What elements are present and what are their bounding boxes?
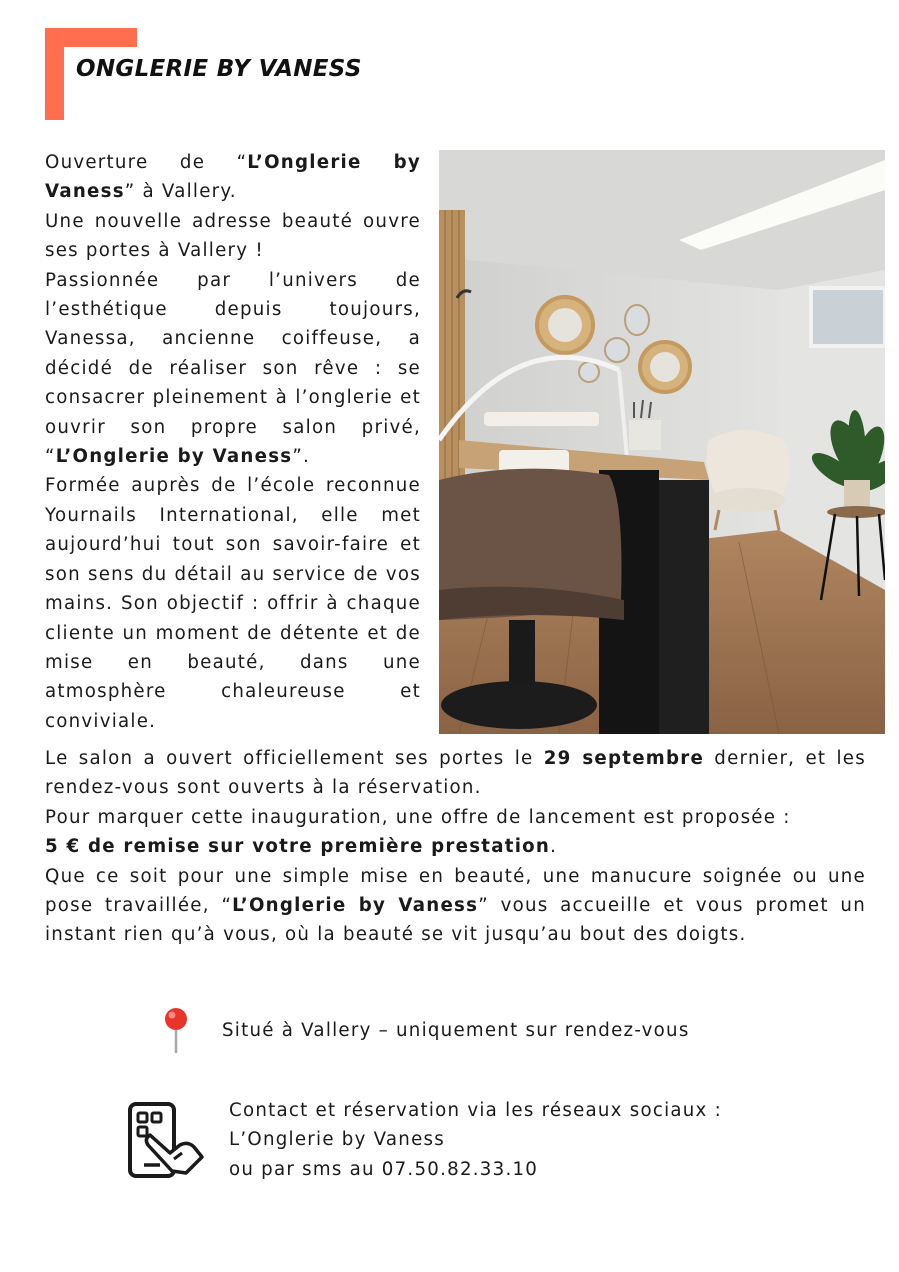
intro-paragraph-story: Passionnée par l’univers de l’esthétique depuis toujours, Vanessa, ancienne coiffeuse, a décidé de réaliser son rêve : se consacrer pleinement à l’onglerie et ouvrir son propre salon privé, “L’Onglerie by Vaness”. [45,269,421,468]
accent-bar-left [45,28,64,120]
contact-line-social: Contact et réservation via les réseaux sociaux : [229,1100,722,1121]
launch-offer: 5 € de remise sur votre première prestation [45,836,551,858]
location-text: Situé à Vallery – uniquement sur rendez-vous [222,1020,690,1041]
main-text [45,744,866,950]
body-paragraph-closing: Que ce soit pour une simple mise en beauté, une manucure soignée ou une pose travaillée, “L’Onglerie by Vaness” vous accueille et vous promet un instant rien qu’à vous, où la beauté se vit jusqu’au bout des doigts. [45,865,866,946]
smartphone-touch-icon [126,1101,206,1179]
intro-paragraph-address: Une nouvelle adresse beauté ouvre ses portes à Vallery ! [45,210,421,262]
body-paragraph-offer: 5 € de remise sur votre première prestation. [45,836,558,858]
contact-block [229,1096,722,1184]
intro-paragraph-training: Formée auprès de l’école reconnue Yournails International, elle met aujourd’hui tout son savoir-faire et son sens du détail au service de vos mains. Son objectif : offrir à chaque cliente un moment de détente et de mise en beauté, dans une atmosphère chaleureuse et conviviale. [45,475,421,732]
contact-line-name: L’Onglerie by Vaness [229,1129,445,1151]
salon-name: L’Onglerie by Vaness [55,446,293,468]
body-paragraph-opening-date: Le salon a ouvert officiellement ses portes le 29 septembre dernier, et les rendez-vous sont ouverts à la réservation. [45,748,866,799]
pushpin-icon [158,1005,194,1055]
contact-line-sms: ou par sms au 07.50.82.33.10 [229,1158,539,1180]
salon-name: L’Onglerie by Vaness [45,152,421,203]
salon-photo [439,150,885,734]
intro-paragraph-opening: Ouverture de “L’Onglerie by Vaness” à Vallery. [45,152,421,203]
page-title: ONGLERIE BY VANESS [76,56,362,82]
intro-text [45,148,421,736]
opening-date: 29 septembre [543,748,705,769]
body-paragraph-offer-intro: Pour marquer cette inauguration, une offre de lancement est proposée : [45,806,791,828]
salon-name: L’Onglerie by Vaness [232,895,479,917]
